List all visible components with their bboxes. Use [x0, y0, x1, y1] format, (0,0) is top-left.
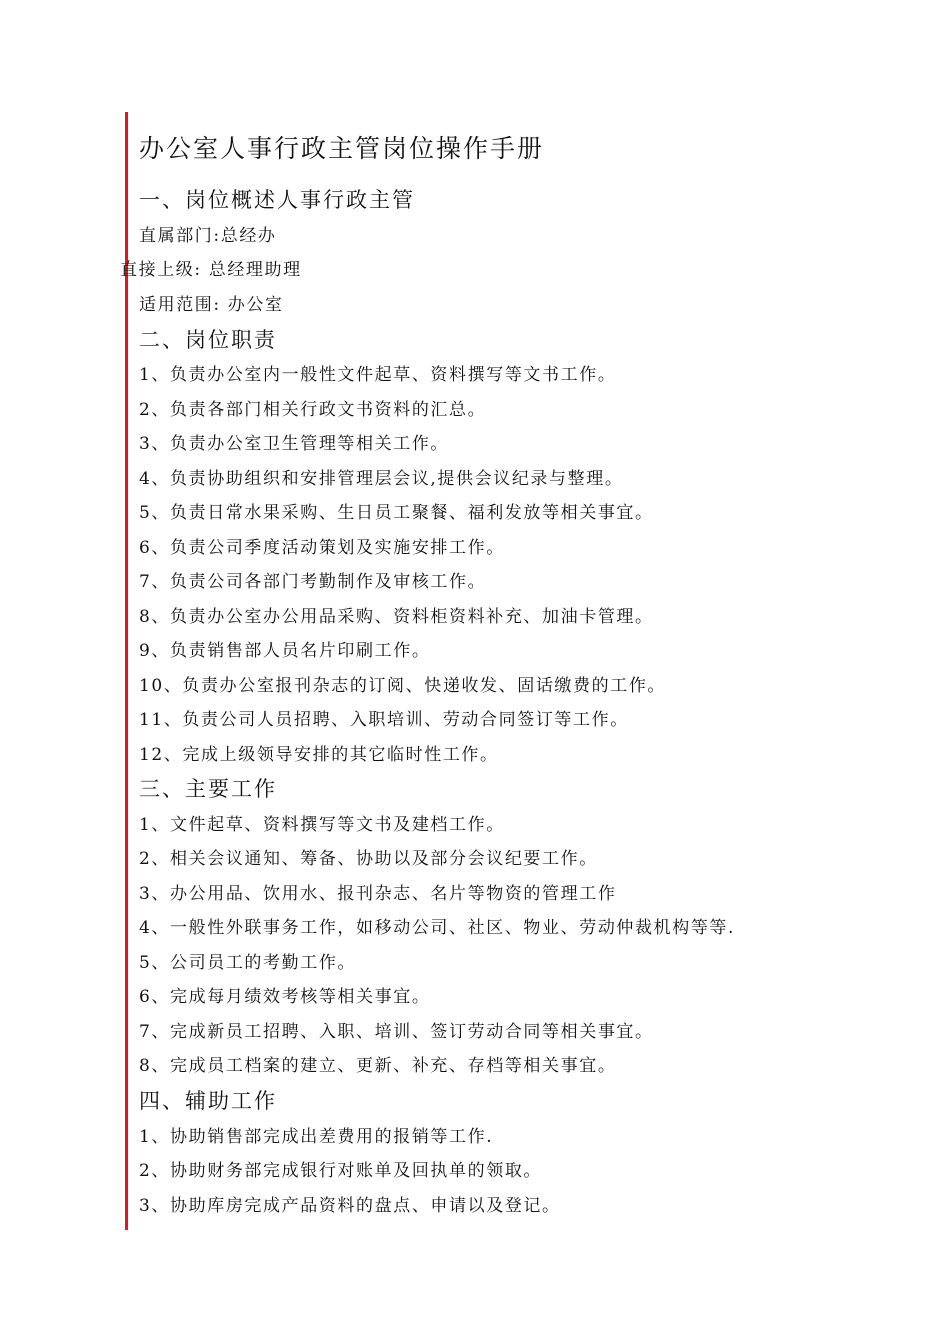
list-item: 4、一般性外联事务工作，如移动公司、社区、物业、劳动仲裁机构等等.: [139, 918, 736, 938]
list-item: 2、负责各部门相关行政文书资料的汇总。: [139, 400, 487, 420]
list-item: 7、负责公司各部门考勤制作及审核工作。: [139, 572, 487, 592]
list-item: 4、负责协助组织和安排管理层会议,提供会议纪录与整理。: [139, 469, 624, 489]
list-item: 1、文件起草、资料撰写等文书及建档工作。: [139, 815, 505, 835]
list-item: 9、负责销售部人员名片印刷工作。: [139, 641, 431, 661]
list-item: 3、负责办公室卫生管理等相关工作。: [139, 434, 450, 454]
list-item: 3、协助库房完成产品资料的盘点、申请以及登记。: [139, 1196, 561, 1216]
list-item: 8、负责办公室办公用品采购、资料柜资料补充、加油卡管理。: [139, 607, 654, 627]
list-item: 10、负责办公室报刊杂志的订阅、快递收发、固话缴费的工作。: [139, 676, 667, 696]
direct-superior: 直接上级: 总经理助理: [120, 260, 302, 280]
document-title: 办公室人事行政主管岗位操作手册: [139, 134, 545, 163]
section-heading-main-work: 三、主要工作: [139, 777, 277, 801]
section-heading-duties: 二、岗位职责: [139, 328, 277, 352]
list-item: 11、负责公司人员招聘、入职培训、劳动合同签订等工作。: [139, 710, 629, 730]
list-item: 7、完成新员工招聘、入职、培训、签订劳动合同等相关事宜。: [139, 1022, 654, 1042]
list-item: 8、完成员工档案的建立、更新、补充、存档等相关事宜。: [139, 1056, 617, 1076]
direct-department: 直属部门:总经办: [139, 226, 277, 246]
section-heading-overview: 一、岗位概述人事行政主管: [139, 188, 415, 212]
list-item: 3、办公用品、饮用水、报刊杂志、名片等物资的管理工作: [139, 884, 617, 904]
list-item: 1、负责办公室内一般性文件起草、资料撰写等文书工作。: [139, 365, 617, 385]
list-item: 5、公司员工的考勤工作。: [139, 953, 357, 973]
section-heading-auxiliary: 四、辅助工作: [139, 1089, 277, 1113]
list-item: 6、完成每月绩效考核等相关事宜。: [139, 987, 431, 1007]
applicable-scope: 适用范围: 办公室: [139, 295, 284, 315]
list-item: 2、相关会议通知、筹备、协助以及部分会议纪要工作。: [139, 849, 598, 869]
list-item: 1、协助销售部完成出差费用的报销等工作.: [139, 1127, 494, 1147]
list-item: 2、协助财务部完成银行对账单及回执单的领取。: [139, 1161, 543, 1181]
list-item: 12、完成上级领导安排的其它临时性工作。: [139, 745, 499, 765]
list-item: 6、负责公司季度活动策划及实施安排工作。: [139, 538, 505, 558]
list-item: 5、负责日常水果采购、生日员工聚餐、福利发放等相关事宜。: [139, 503, 654, 523]
